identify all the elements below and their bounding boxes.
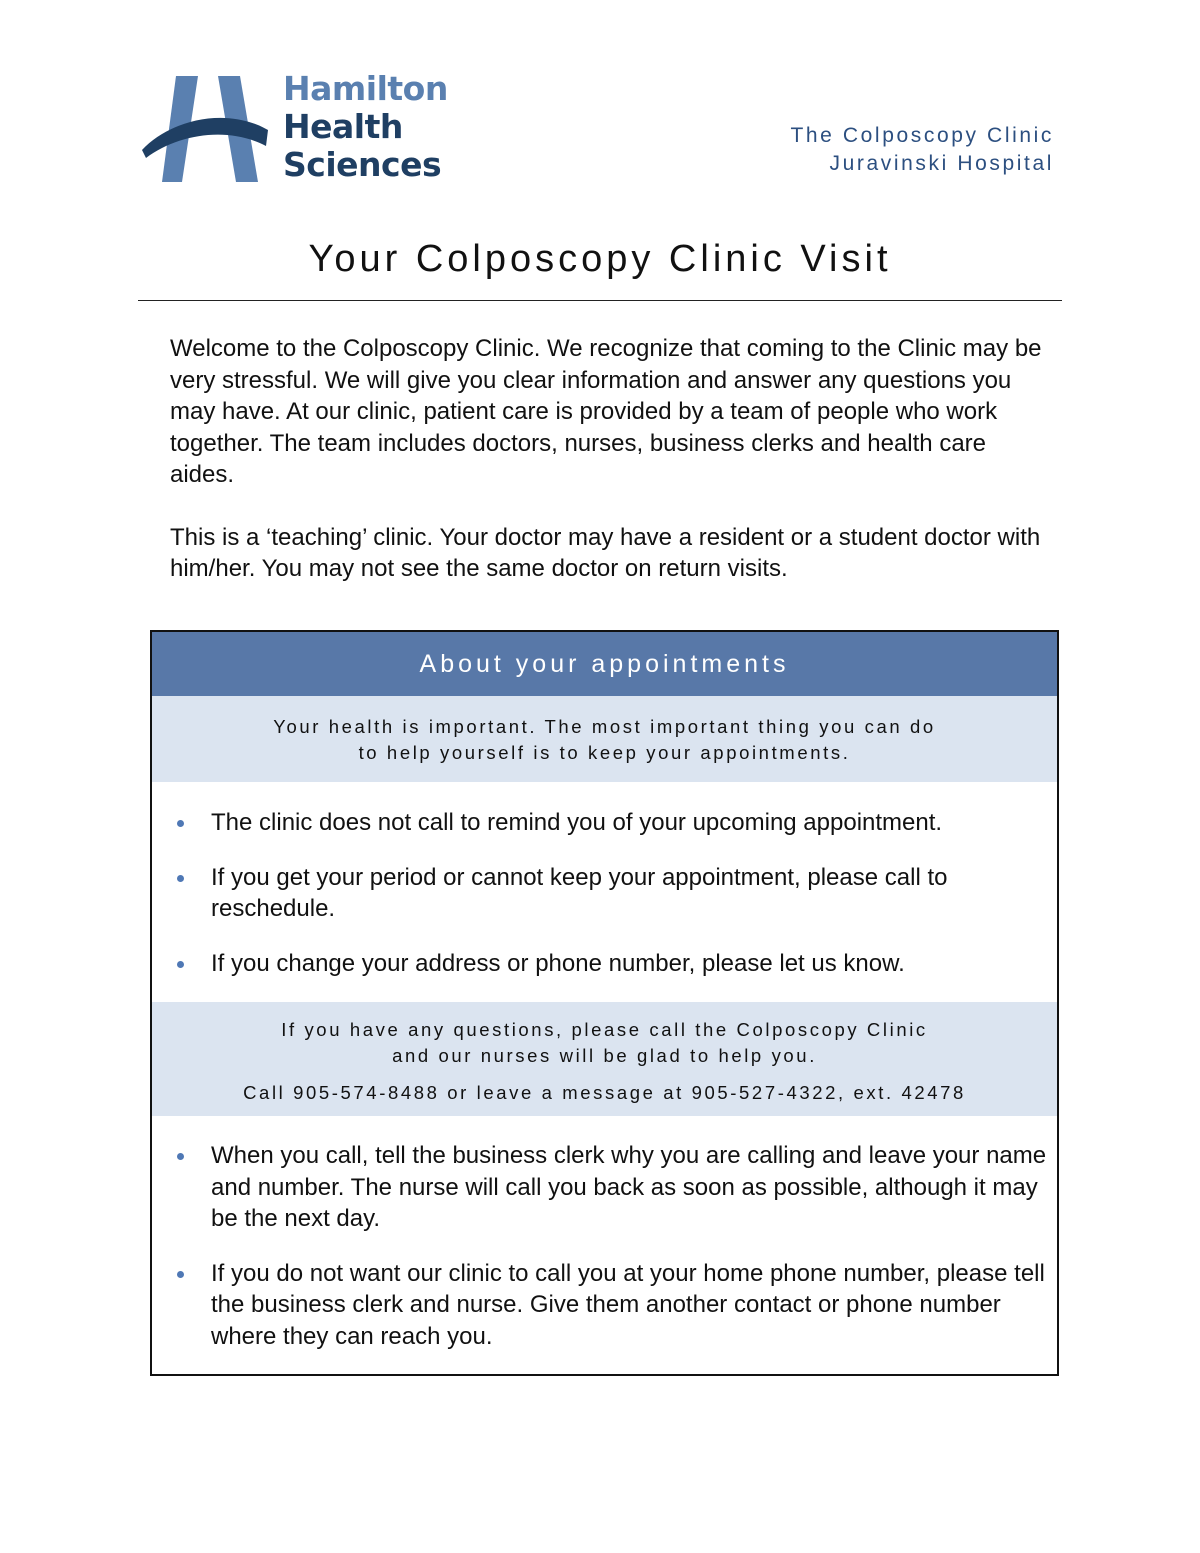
intro-paragraph: This is a ‘teaching’ clinic. Your doctor may have a resident or a student doctor with him/her. You may not see the same doctor on return visits. <box>170 523 1041 582</box>
logo-line-1: Hamilton <box>283 69 448 108</box>
title-divider <box>138 300 1062 301</box>
intro-section <box>170 333 1050 616</box>
calling-instructions-list <box>152 1116 1057 1352</box>
list-item-text: If you get your period or cannot keep your appointment, please call to reschedule. <box>211 863 948 922</box>
list-item-text: If you change your address or phone number, please let us know. <box>211 949 905 977</box>
list-item-text: When you call, tell the business clerk why you are calling and leave your name and number. The nurse will call you back as soon as possible, although it may be the next day. <box>211 1142 1047 1232</box>
page-title: Your Colposcopy Clinic Visit <box>308 238 892 280</box>
contact-note-line: and our nurses will be glad to help you. <box>392 1045 817 1066</box>
list-item-text: If you do not want our clinic to call you at your home phone number, please tell the business clerk and nurse. Give them another contact or phone number where they can reach you. <box>211 1259 1045 1350</box>
list-item <box>152 862 1057 925</box>
hhs-arch-logo-icon <box>140 68 275 190</box>
hamilton-health-sciences-logo <box>140 68 470 190</box>
appointment-rules-list <box>152 782 1057 1002</box>
phone-numbers: Call 905-574-8488 or leave a message at 905-527-4322, ext. 42478 <box>243 1082 966 1103</box>
bullet-icon <box>177 1271 184 1278</box>
hospital-name: Juravinski Hospital <box>829 152 1054 175</box>
contact-note <box>152 1002 1057 1116</box>
bullet-icon <box>177 820 184 827</box>
list-item <box>152 1140 1057 1235</box>
bullet-icon <box>177 875 184 882</box>
logo-line-2: Health <box>283 107 403 146</box>
list-item <box>152 1258 1057 1353</box>
appointments-box <box>150 630 1059 1376</box>
clinic-location <box>790 122 1054 178</box>
list-item <box>152 807 1057 839</box>
logo-line-3: Sciences <box>283 145 442 184</box>
appointments-heading: About your appointments <box>152 632 1057 696</box>
clinic-name: The Colposcopy Clinic <box>790 124 1054 147</box>
intro-paragraph: Welcome to the Colposcopy Clinic. We recognize that coming to the Clinic may be very stressful. We will give you clear information and answer any questions you may have. At our clinic, patient care is provided by a team of people who work together. The team includes doctors, nurses, business clerks and health care aides. <box>170 335 1042 488</box>
contact-note-line: If you have any questions, please call the Colposcopy Clinic <box>281 1019 928 1040</box>
list-item <box>152 948 1057 980</box>
logo-wordmark <box>283 70 448 184</box>
list-item-text: The clinic does not call to remind you of your upcoming appointment. <box>211 809 943 836</box>
importance-note-line: to help yourself is to keep your appointments. <box>358 742 851 763</box>
importance-note-line: Your health is important. The most important thing you can do <box>273 716 936 737</box>
bullet-icon <box>177 1153 184 1160</box>
bullet-icon <box>177 961 184 968</box>
importance-note <box>152 696 1057 782</box>
